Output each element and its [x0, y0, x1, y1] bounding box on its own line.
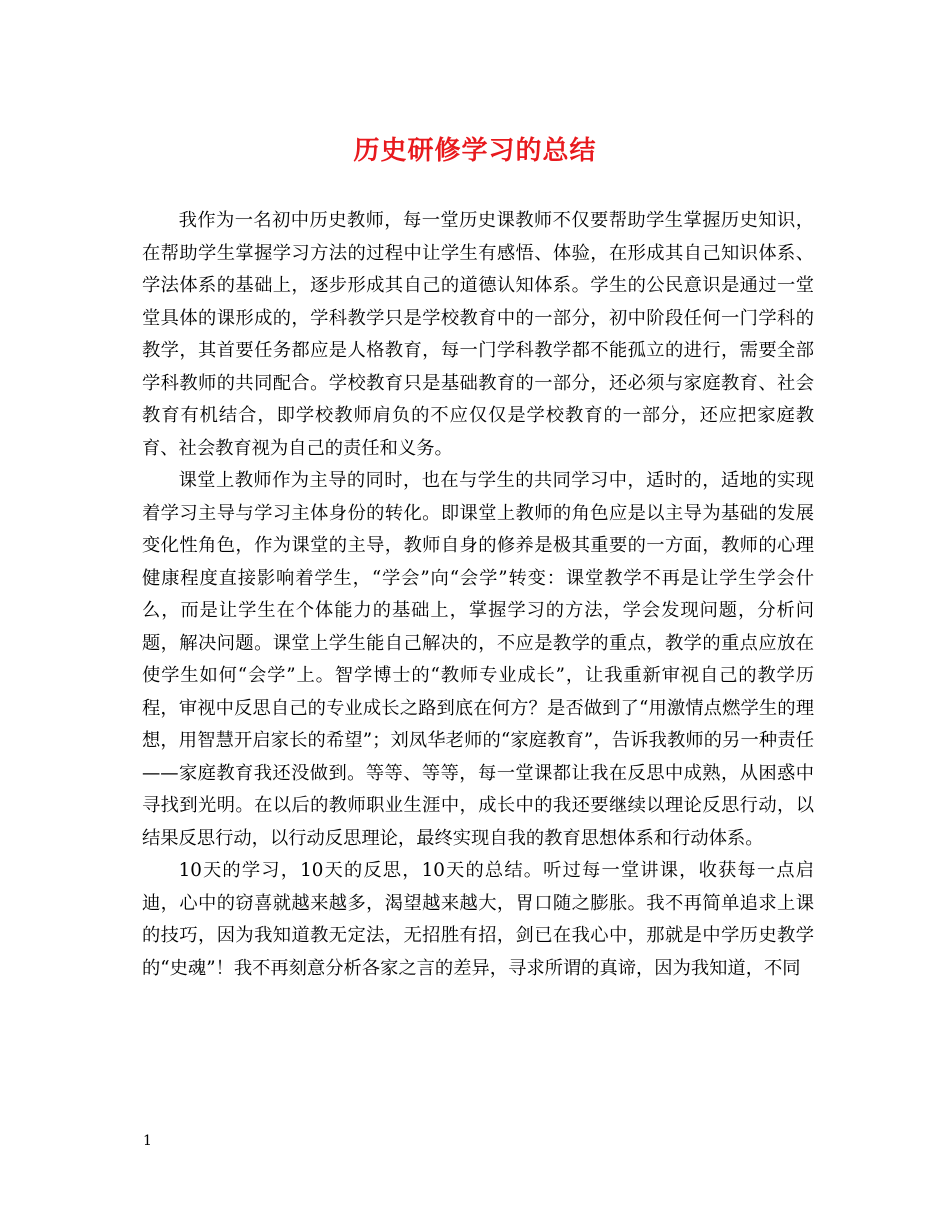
page-number: 1 — [143, 1133, 152, 1149]
paragraph-1: 我作为一名初中历史教师，每一堂历史课教师不仅要帮助学生掌握历史知识，在帮助学生掌握学习方法的过程中让学生有感悟、体验，在形成其自己知识体系、学法体系的基础上，逐步形成其自己的道德认知体系。学生的公民意识是通过一堂堂具体的课形成的，学科教学只是学校教育中的一部分，初中阶段任何一门学科的教学，其首要任务都应是人格教育，每一门学科教学都不能孤立的进行，需要全部学科教师的共同配合。学校教育只是基础教育的一部分，还必须与家庭教育、社会教育有机结合，即学校教师肩负的不应仅仅是学校教育的一部分，还应把家庭教育、社会教育视为自己的责任和义务。 — [142, 210, 814, 459]
paragraph-2: 课堂上教师作为主导的同时，也在与学生的共同学习中，适时的，适地的实现着学习主导与学习主体身份的转化。即课堂上教师的角色应是以主导为基础的发展变化性角色，作为课堂的主导，教师自身的修养是极其重要的一方面，教师的心理健康程度直接影响着学生，“学会”向“会学”转变：课堂教学不再是让学生学会什么，而是让学生在个体能力的基础上，掌握学习的方法，学会发现问题，分析问题，解决问题。课堂上学生能自己解决的，不应是教学的重点，教学的重点应放在使学生如何“会学”上。智学博士的“教师专业成长”，让我重新审视自己的教学历程，审视中反思自己的专业成长之路到底在何方？是否做到了“用激情点燃学生的理想，用智慧开启家长的希望”；刘凤华老师的“家庭教育”，告诉我教师的另一种责任——家庭教育我还没做到。等等、等等，每一堂课都让我在反思中成熟，从困惑中寻找到光明。在以后的教师职业生涯中，成长中的我还要继续以理论反思行动，以结果反思行动，以行动反思理论，最终实现自我的教育思想体系和行动体系。 — [142, 470, 814, 849]
document-body — [142, 205, 814, 985]
paragraph-3: 10天的学习，10天的反思，10天的总结。听过每一堂讲课，收获每一点启迪，心中的窃喜就越来越多，渴望越来越大，胃口随之膨胀。我不再简单追求上课的技巧，因为我知道教无定法，无招胜有招，剑已在我心中，那就是中学历史教学的“史魂”！我不再刻意分析各家之言的差异，寻求所谓的真谛，因为我知道，不同 — [142, 860, 814, 979]
document-title: 历史研修学习的总结 — [353, 136, 597, 166]
